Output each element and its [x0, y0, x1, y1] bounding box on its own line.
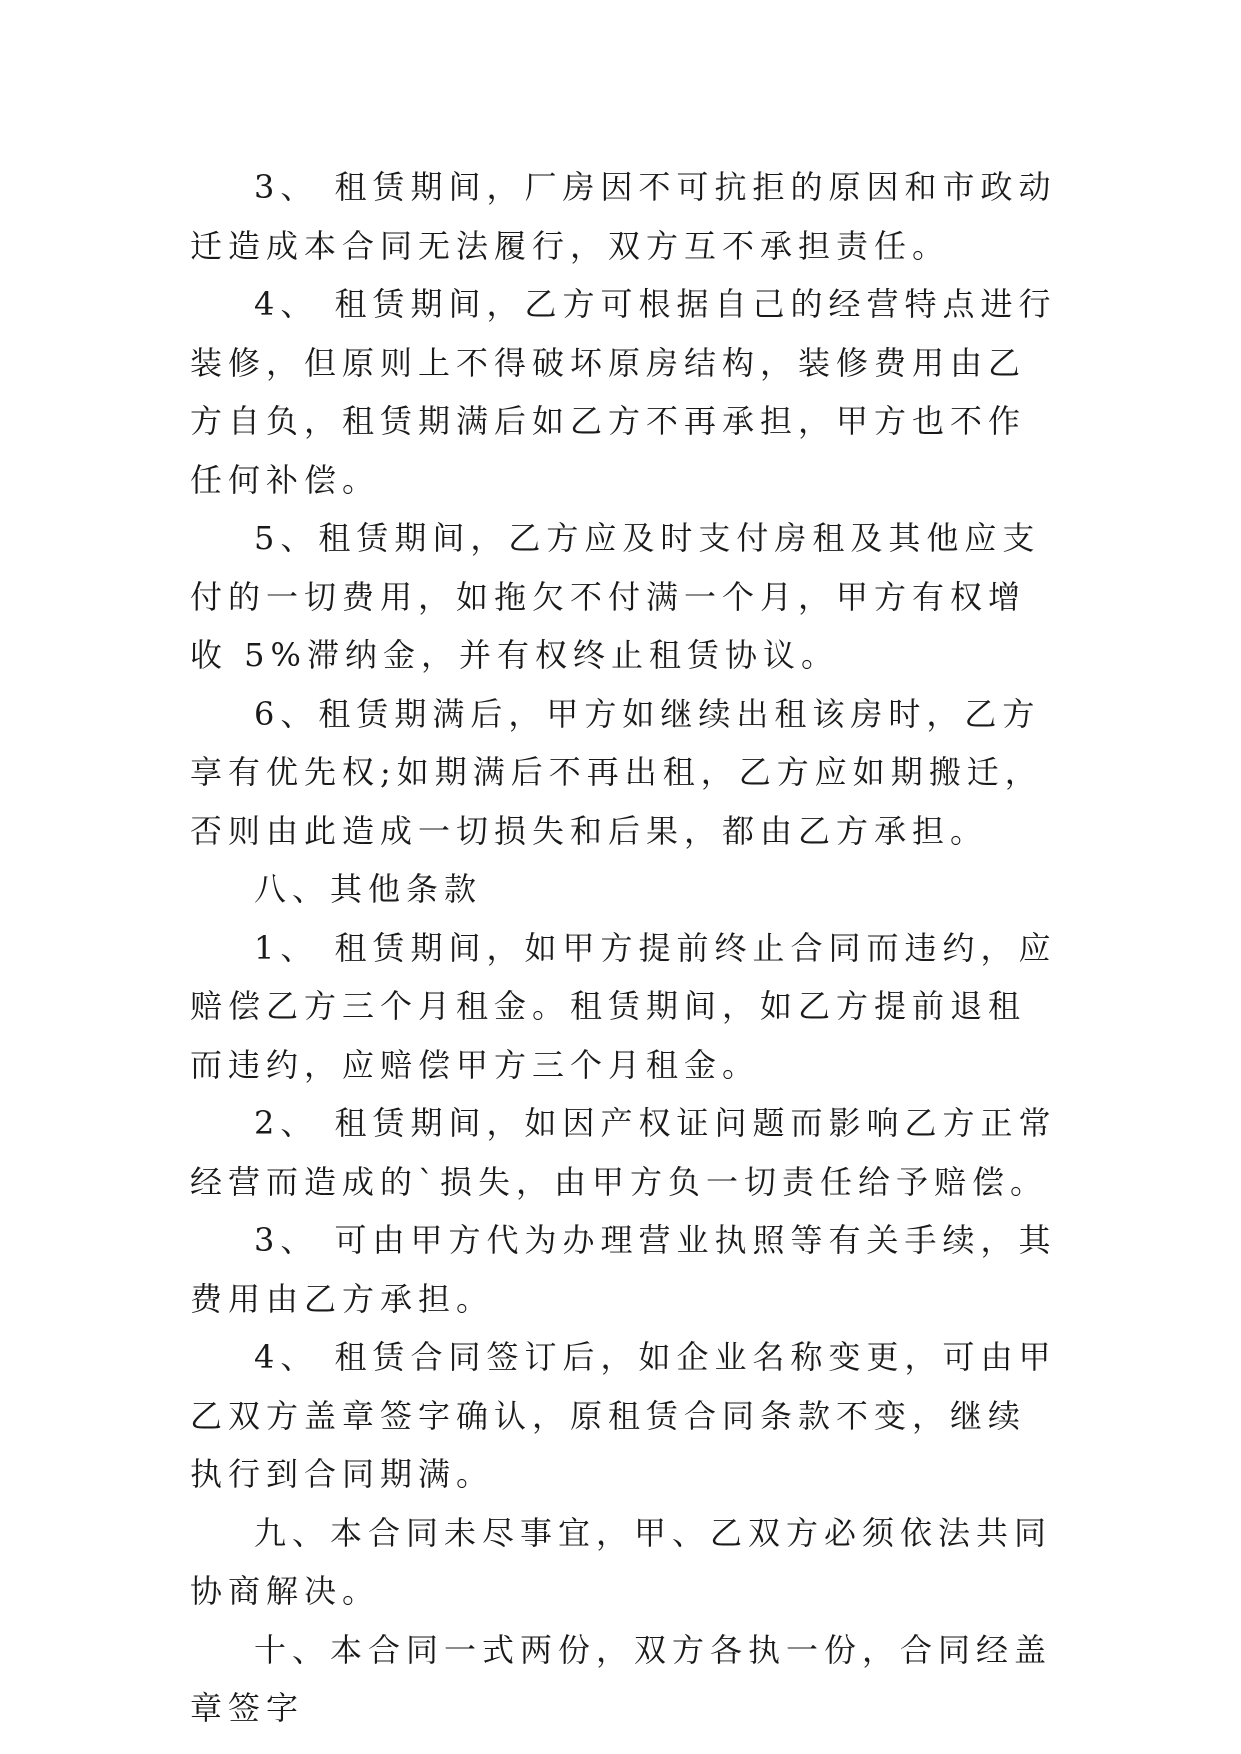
clause-paragraph: 十、本合同一式两份，双方各执一份，合同经盖章签字	[190, 1630, 1053, 1727]
clause-paragraph: 3、 可由甲方代为办理营业执照等有关手续，其费用由乙方承担。	[190, 1221, 1057, 1318]
clause-paragraph: 九、本合同未尽事宜，甲、乙双方必须依法共同协商解决。	[190, 1513, 1053, 1610]
clause-paragraph: 2、 租赁期间，如因产权证问题而影响乙方正常经营而造成的`损失，由甲方负一切责任给予赔偿。	[190, 1104, 1057, 1201]
clause-paragraph: 3、 租赁期间，厂房因不可抗拒的原因和市政动迁造成本合同无法履行，双方互不承担责任。	[190, 168, 1057, 265]
section-heading: 八、其他条款	[254, 870, 483, 908]
clause-paragraph: 1、 租赁期间，如甲方提前终止合同而违约，应赔偿乙方三个月租金。租赁期间，如乙方提前退租而违约，应赔偿甲方三个月租金。	[190, 928, 1057, 1084]
document-body	[190, 158, 1060, 1738]
clause-paragraph: 6、租赁期满后，甲方如继续出租该房时，乙方享有优先权;如期满后不再出租，乙方应如期搬迁，否则由此造成一切损失和后果，都由乙方承担。	[190, 694, 1043, 850]
clause-paragraph: 4、 租赁期间，乙方可根据自己的经营特点进行装修，但原则上不得破坏原房结构，装修费用由乙方自负，租赁期满后如乙方不再承担，甲方也不作任何补偿。	[190, 285, 1057, 499]
clause-paragraph: 4、 租赁合同签订后，如企业名称变更，可由甲乙双方盖章签字确认，原租赁合同条款不变，继续执行到合同期满。	[190, 1338, 1057, 1493]
clause-paragraph: 5、租赁期间，乙方应及时支付房租及其他应支付的一切费用，如拖欠不付满一个月，甲方有权增收 5%滞纳金，并有权终止租赁协议。	[190, 519, 1041, 674]
